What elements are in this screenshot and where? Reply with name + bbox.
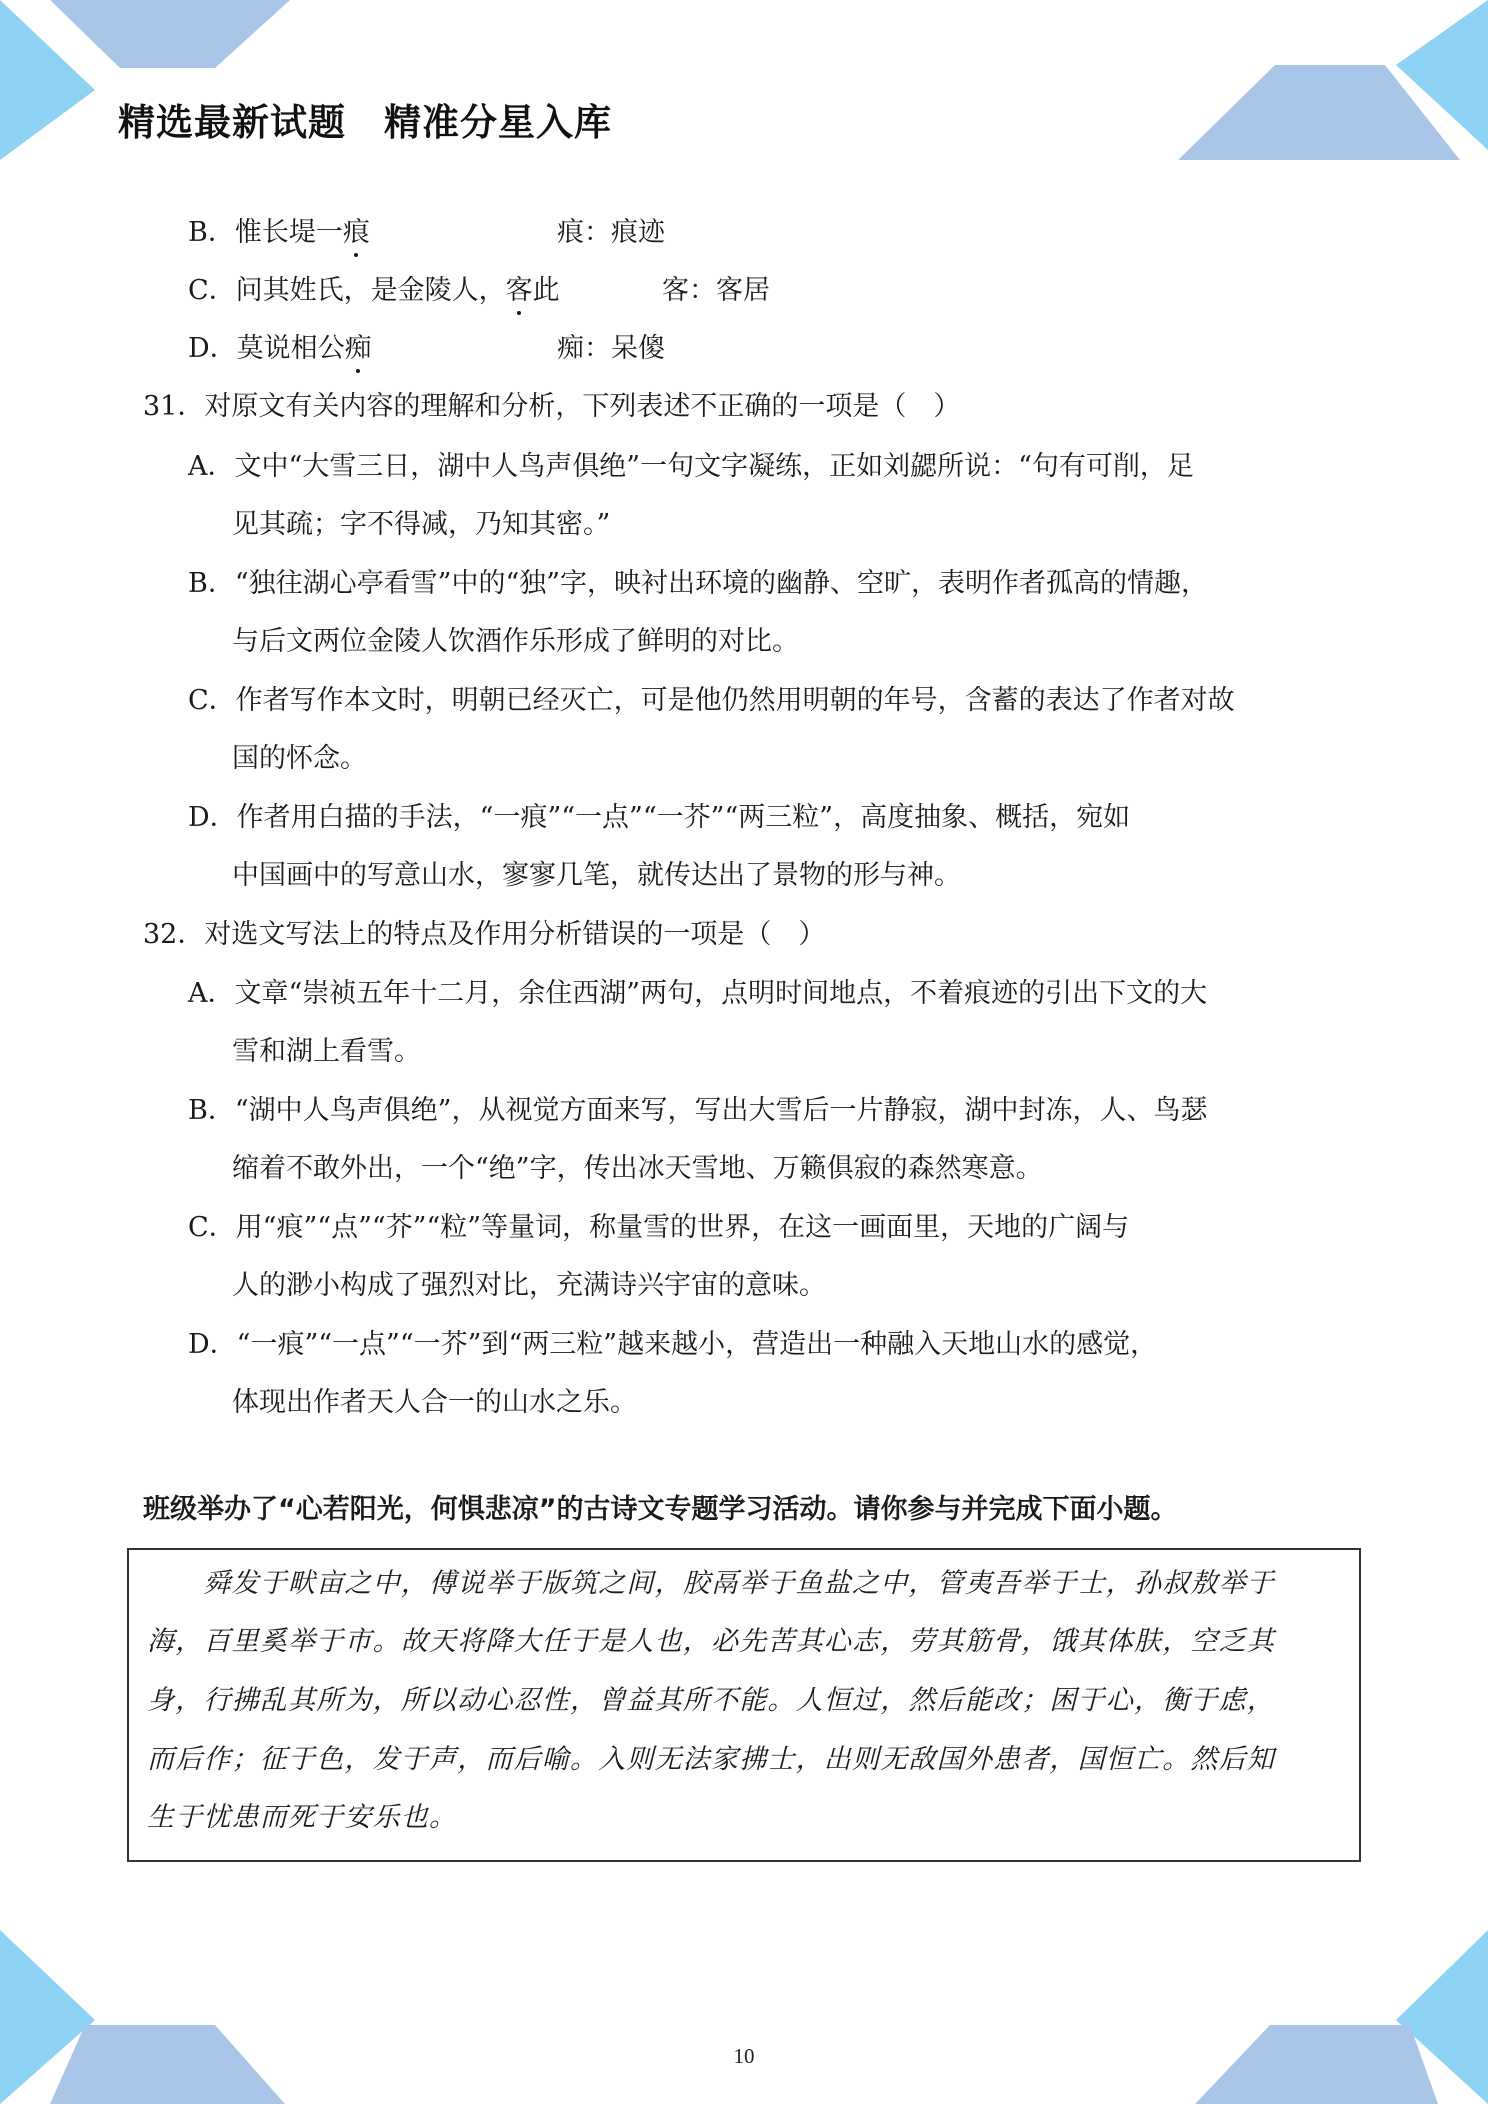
q31-option-a-line1: A．文中“大雪三日，湖中人鸟声俱绝”一句文字凝练，正如刘勰所说：“句有可削，足	[188, 451, 1194, 482]
q32-option-a-line2: 雪和湖上看雪。	[232, 1036, 421, 1067]
prev-option-d-gloss: 痴：呆傻	[557, 333, 665, 364]
bottom-left-decoration	[0, 1930, 300, 2104]
section-intro: 班级举办了“心若阳光，何惧悲凉”的古诗文专题学习活动。请你参与并完成下面小题。	[143, 1494, 1178, 1525]
passage-line: 而后作；征于色，发于声，而后喻。入则无法家拂士，出则无敌国外患者，国恒亡。然后知	[147, 1744, 1275, 1775]
prev-option-b-gloss: 痕：痕迹	[557, 217, 665, 248]
passage-line: 身，行拂乱其所为，所以动心忍性，曾益其所不能。人恒过，然后能改；困于心，衡于虑，	[147, 1685, 1275, 1716]
q32-option-c-line2: 人的渺小构成了强烈对比，充满诗兴宇宙的意味。	[232, 1270, 826, 1301]
passage-line: 舜发于畎亩之中，傅说举于版筑之间，胶鬲举于鱼盐之中，管夷吾举于士，孙叔敖举于	[147, 1568, 1275, 1599]
q31-option-a-line2: 见其疏；字不得减，乃知其密。”	[232, 509, 611, 540]
q31-option-b-line1: B．“独往湖心亭看雪”中的“独”字，映衬出环境的幽静、空旷，表明作者孤高的情趣，	[188, 568, 1209, 599]
page-number: 10	[733, 2044, 755, 2068]
q32-option-d-line2: 体现出作者天人合一的山水之乐。	[232, 1387, 637, 1418]
prev-option-b: B．惟长堤一痕	[188, 213, 370, 253]
q32-option-c-line1: C．用“痕”“点”“芥”“粒”等量词，称量雪的世界，在这一画面里，天地的广阔与	[188, 1212, 1130, 1243]
q31-option-c-line1: C．作者写作本文时，明朝已经灭亡，可是他仍然用明朝的年号，含蓄的表达了作者对故	[188, 685, 1235, 716]
q32-option-a-line1: A．文章“崇祯五年十二月，余住西湖”两句，点明时间地点，不着痕迹的引出下文的大	[188, 978, 1208, 1009]
passage-box	[127, 1548, 1361, 1862]
top-right-decoration	[1170, 0, 1488, 165]
bottom-right-decoration	[1170, 1930, 1488, 2104]
q32-option-b-line2: 缩着不敢外出，一个“绝”字，传出冰天雪地、万籁俱寂的森然寒意。	[232, 1153, 1043, 1184]
prev-option-c-gloss: 客：客居	[662, 275, 770, 306]
emphasis-dot-char: 客	[506, 271, 533, 311]
question-31-stem: 31．对原文有关内容的理解和分析，下列表述不正确的一项是（ ）	[143, 391, 961, 422]
emphasis-dot-char: 痴	[345, 329, 372, 369]
passage-line: 海，百里奚举于市。故天将降大任于是人也，必先苦其心志，劳其筋骨，饿其体肤，空乏其	[147, 1626, 1275, 1657]
passage-line: 生于忧患而死于安乐也。	[147, 1802, 458, 1833]
header-title: 精选最新试题 精准分星入库	[118, 101, 612, 144]
q31-option-c-line2: 国的怀念。	[232, 743, 367, 774]
prev-option-c: C．问其姓氏，是金陵人，客此	[188, 271, 560, 311]
prev-option-d: D．莫说相公痴	[188, 329, 372, 369]
q31-option-d-line1: D．作者用白描的手法，“一痕”“一点”“一芥”“两三粒”，高度抽象、概括，宛如	[188, 802, 1131, 833]
q31-option-b-line2: 与后文两位金陵人饮酒作乐形成了鲜明的对比。	[232, 626, 799, 657]
question-32-stem: 32．对选文写法上的特点及作用分析错误的一项是（ ）	[143, 919, 826, 950]
q32-option-d-line1: D．“一痕”“一点”“一芥”到“两三粒”越来越小，营造出一种融入天地山水的感觉，	[188, 1329, 1158, 1360]
q32-option-b-line1: B．“湖中人鸟声俱绝”，从视觉方面来写，写出大雪后一片静寂，湖中封冻，人、鸟瑟	[188, 1095, 1208, 1126]
emphasis-dot-char: 痕	[343, 213, 370, 253]
q31-option-d-line2: 中国画中的写意山水，寥寥几笔，就传达出了景物的形与神。	[232, 860, 961, 891]
